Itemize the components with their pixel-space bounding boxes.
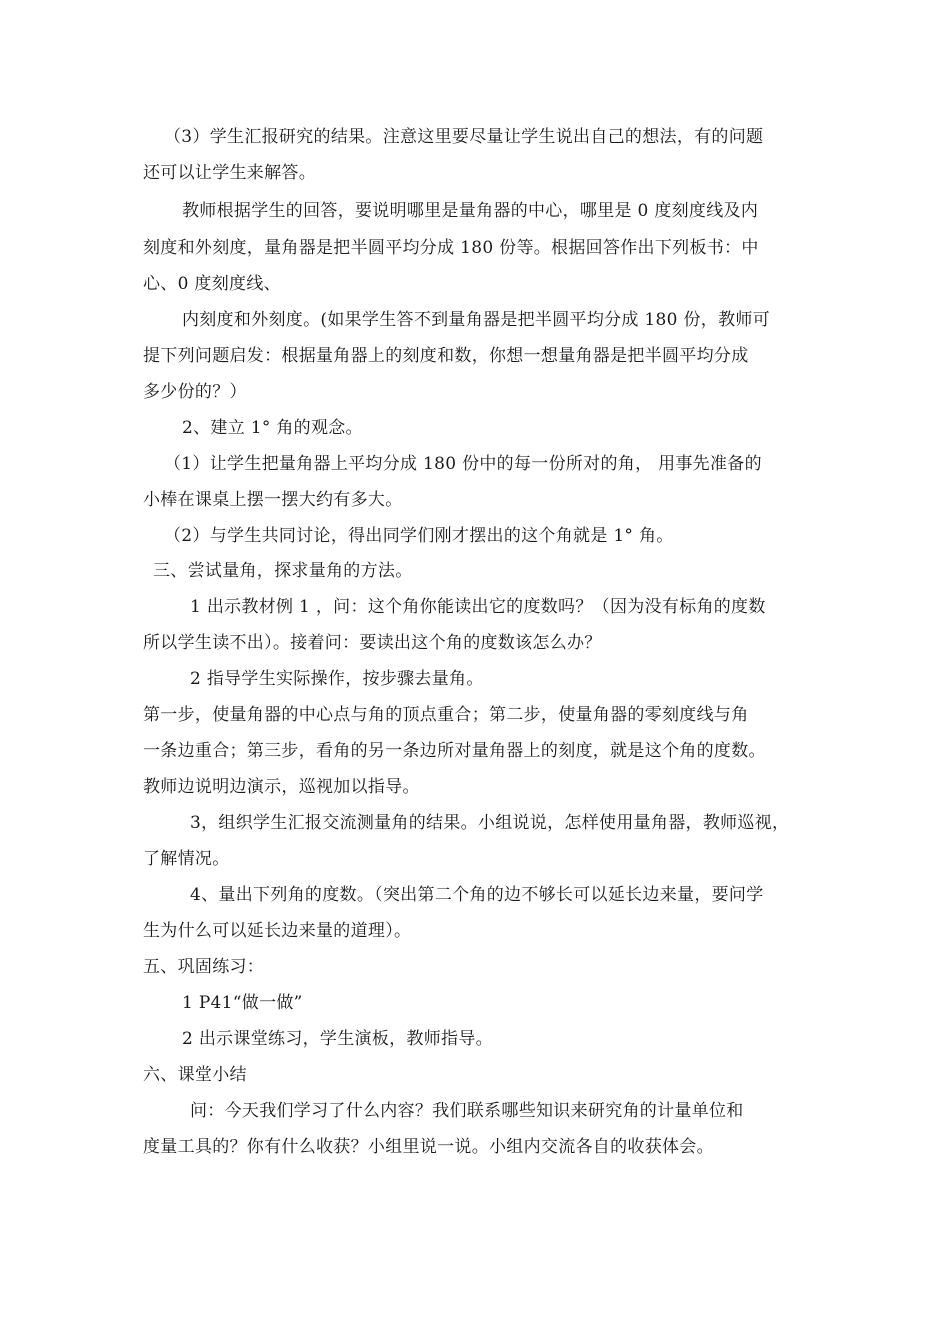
text-line: 了解情况。 bbox=[143, 849, 230, 869]
text-line: 内刻度和外刻度。(如果学生答不到量角器是把半圆平均分成 180 份，教师可 bbox=[182, 310, 770, 330]
text-line: 还可以让学生来解答。 bbox=[143, 163, 316, 183]
text-line: 小棒在课桌上摆一摆大约有多大。 bbox=[143, 490, 403, 510]
text-line: 提下列问题启发：根据量角器上的刻度和数，你想一想量角器是把半圆平均分成 bbox=[143, 346, 749, 366]
text-line: 度量工具的？你有什么收获？小组里说一说。小组内交流各自的收获体会。 bbox=[143, 1137, 714, 1157]
text-line: 问：今天我们学习了什么内容？我们联系哪些知识来研究角的计量单位和 bbox=[190, 1101, 744, 1121]
text-line: 心、0 度刻度线、 bbox=[143, 274, 281, 294]
text-line: 1 P41“做一做” bbox=[182, 993, 303, 1013]
text-line: （1）让学生把量角器上平均分成 180 份中的每一份所对的角， 用事先准备的 bbox=[164, 454, 762, 474]
text-line: 2 出示课堂练习，学生演板，教师指导。 bbox=[182, 1029, 493, 1049]
text-line: 3，组织学生汇报交流测量角的结果。小组说说，怎样使用量角器，教师巡视， bbox=[190, 813, 790, 833]
section-heading: 五、巩固练习： bbox=[143, 957, 265, 977]
text-line: 所以学生读不出）。接着问：要读出这个角的度数该怎么办？ bbox=[143, 633, 602, 653]
text-line: 4、量出下列角的度数。（突出第二个角的边不够长可以延长边来量，要问学 bbox=[190, 885, 764, 905]
section-heading: 六、课堂小结 bbox=[143, 1065, 247, 1085]
text-line: 1 出示教材例 1 ，问：这个角你能读出它的度数吗？（因为没有标角的度数 bbox=[190, 597, 766, 617]
text-line: 2 指导学生实际操作，按步骤去量角。 bbox=[190, 669, 484, 689]
text-line: 一条边重合；第三步，看角的另一条边所对量角器上的刻度，就是这个角的度数。 bbox=[143, 741, 766, 761]
text-line: 生为什么可以延长边来量的道理）。 bbox=[143, 921, 412, 941]
text-line: （3）学生汇报研究的结果。注意这里要尽量让学生说出自己的想法，有的问题 bbox=[164, 127, 764, 147]
text-line: （2）与学生共同讨论，得出同学们刚才摆出的这个角就是 1° 角。 bbox=[164, 526, 674, 546]
text-line: 第一步，使量角器的中心点与角的顶点重合；第二步，使量角器的零刻度线与角 bbox=[143, 705, 749, 725]
text-line: 教师边说明边演示，巡视加以指导。 bbox=[143, 777, 420, 797]
text-line: 刻度和外刻度，量角器是把半圆平均分成 180 份等。根据回答作出下列板书：中 bbox=[143, 238, 759, 258]
text-line: 教师根据学生的回答，要说明哪里是量角器的中心，哪里是 0 度刻度线及内 bbox=[182, 201, 759, 221]
text-line: 多少份的？） bbox=[143, 382, 247, 402]
text-line: 2、建立 1° 角的观念。 bbox=[182, 418, 363, 438]
section-heading: 三、尝试量角，探求量角的方法。 bbox=[153, 561, 413, 581]
